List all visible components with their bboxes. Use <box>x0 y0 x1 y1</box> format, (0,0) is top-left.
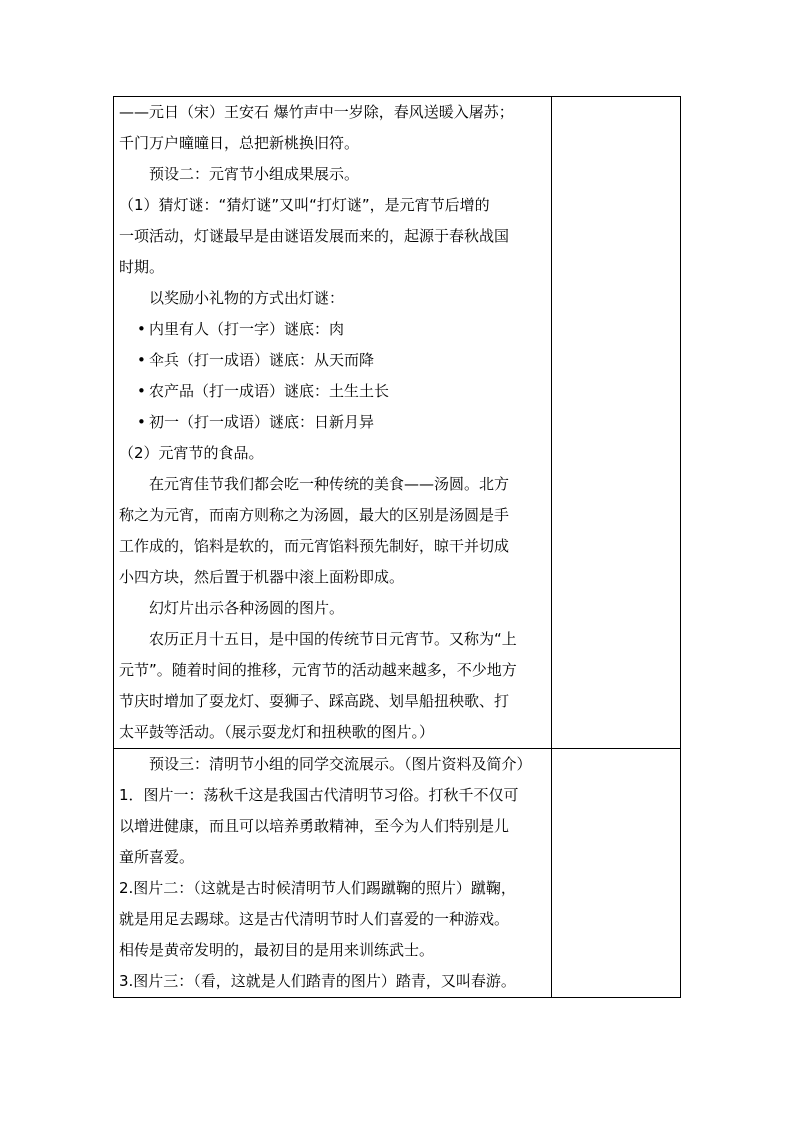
line-text: 农产品（打一成语）谜底：土生土长 <box>149 382 390 400</box>
paragraph-line <box>119 500 548 531</box>
paragraph-line <box>119 624 548 655</box>
paragraph-line <box>119 438 548 469</box>
list-item <box>119 407 548 438</box>
paragraph-line <box>119 283 548 314</box>
paragraph-line <box>119 749 548 780</box>
line-text: 在元宵佳节我们都会吃一种传统的美食——汤圆。北方 <box>149 475 510 493</box>
content-cell <box>114 97 552 749</box>
row1-content <box>114 97 551 748</box>
bullet-icon: • <box>137 320 146 338</box>
line-text: 时期。 <box>119 258 165 276</box>
line-text: 相传是黄帝发明的，最初目的是用来训练武士。 <box>119 941 435 959</box>
line-text: 2.图片二：（这就是古时候清明节人们踢蹴鞠的照片）蹴鞠， <box>119 879 516 897</box>
bullet-icon: • <box>137 351 146 369</box>
line-text: 伞兵（打一成语）谜底：从天而降 <box>149 351 375 369</box>
line-text: 以增进健康，而且可以培养勇敢精神，至今为人们特别是儿 <box>119 817 510 835</box>
paragraph-line <box>119 842 548 873</box>
line-text: 童所喜爱。 <box>119 848 195 866</box>
line-text: ——元日（宋）王安石 爆竹声中一岁除，春风送暖入屠苏； <box>119 103 514 121</box>
paragraph-line <box>119 469 548 500</box>
paragraph-line <box>119 128 548 159</box>
bullet-icon: • <box>137 413 146 431</box>
paragraph-line <box>119 562 548 593</box>
line-text: 元节”。随着时间的推移，元宵节的活动越来越多，不少地方 <box>119 661 517 679</box>
line-text: 千门万户曈曈日，总把新桃换旧符。 <box>119 134 360 152</box>
line-text: 1．图片一：荡秋千这是我国古代清明节习俗。打秋千不仅可 <box>119 786 519 804</box>
paragraph-line <box>119 531 548 562</box>
bullet-icon: • <box>137 382 146 400</box>
paragraph-line <box>119 252 548 283</box>
paragraph-line <box>119 904 548 935</box>
paragraph-line <box>119 966 548 997</box>
line-text: 幻灯片出示各种汤圆的图片。 <box>149 599 345 617</box>
line-text: 初一（打一成语）谜底：日新月异 <box>149 413 375 431</box>
list-item <box>119 345 548 376</box>
line-text: 就是用足去踢球。这是古代清明节时人们喜爱的一种游戏。 <box>119 910 510 928</box>
line-text: 以奖励小礼物的方式出灯谜： <box>149 289 345 307</box>
content-cell <box>114 749 552 998</box>
line-text: 3.图片三：（看，这就是人们踏青的图片）踏青，又叫春游。 <box>119 972 516 990</box>
table-row <box>114 97 681 749</box>
table-row <box>114 749 681 998</box>
paragraph-line <box>119 780 548 811</box>
line-text: 节庆时增加了耍龙灯、耍狮子、踩高跷、划旱船扭秧歌、打 <box>119 692 510 710</box>
line-text: 农历正月十五日，是中国的传统节日元宵节。又称为“上 <box>149 630 517 648</box>
paragraph-line <box>119 190 548 221</box>
paragraph-line <box>119 593 548 624</box>
list-item <box>119 376 548 407</box>
line-text: 小四方块，然后置于机器中滚上面粉即成。 <box>119 568 405 586</box>
line-text: （2）元宵节的食品。 <box>119 444 264 462</box>
line-text: 太平鼓等活动。（展示耍龙灯和扭秧歌的图片。） <box>119 723 435 741</box>
row2-content <box>114 749 551 997</box>
list-item <box>119 314 548 345</box>
lesson-table <box>113 96 681 998</box>
paragraph-line <box>119 686 548 717</box>
paragraph-line <box>119 655 548 686</box>
paragraph-line <box>119 717 548 748</box>
paragraph-line <box>119 811 548 842</box>
paragraph-line <box>119 935 548 966</box>
line-text: 预设二：元宵节小组成果展示。 <box>149 165 360 183</box>
line-text: 预设三：清明节小组的同学交流展示。（图片资料及简介） <box>149 755 532 773</box>
paragraph-line <box>119 159 548 190</box>
side-cell <box>551 97 680 749</box>
line-text: 一项活动，灯谜最早是由谜语发展而来的，起源于春秋战国 <box>119 227 510 245</box>
side-cell <box>551 749 680 998</box>
paragraph-line <box>119 873 548 904</box>
line-text: 工作成的，馅料是软的，而元宵馅料预先制好，晾干并切成 <box>119 537 510 555</box>
line-text: 内里有人（打一字）谜底：肉 <box>149 320 345 338</box>
line-text: （1）猜灯谜：“猜灯谜”又叫“打灯谜”，是元宵节后增的 <box>119 196 490 214</box>
paragraph-line <box>119 221 548 252</box>
paragraph-line <box>119 97 548 128</box>
line-text: 称之为元宵，而南方则称之为汤圆，最大的区别是汤圆是手 <box>119 506 510 524</box>
